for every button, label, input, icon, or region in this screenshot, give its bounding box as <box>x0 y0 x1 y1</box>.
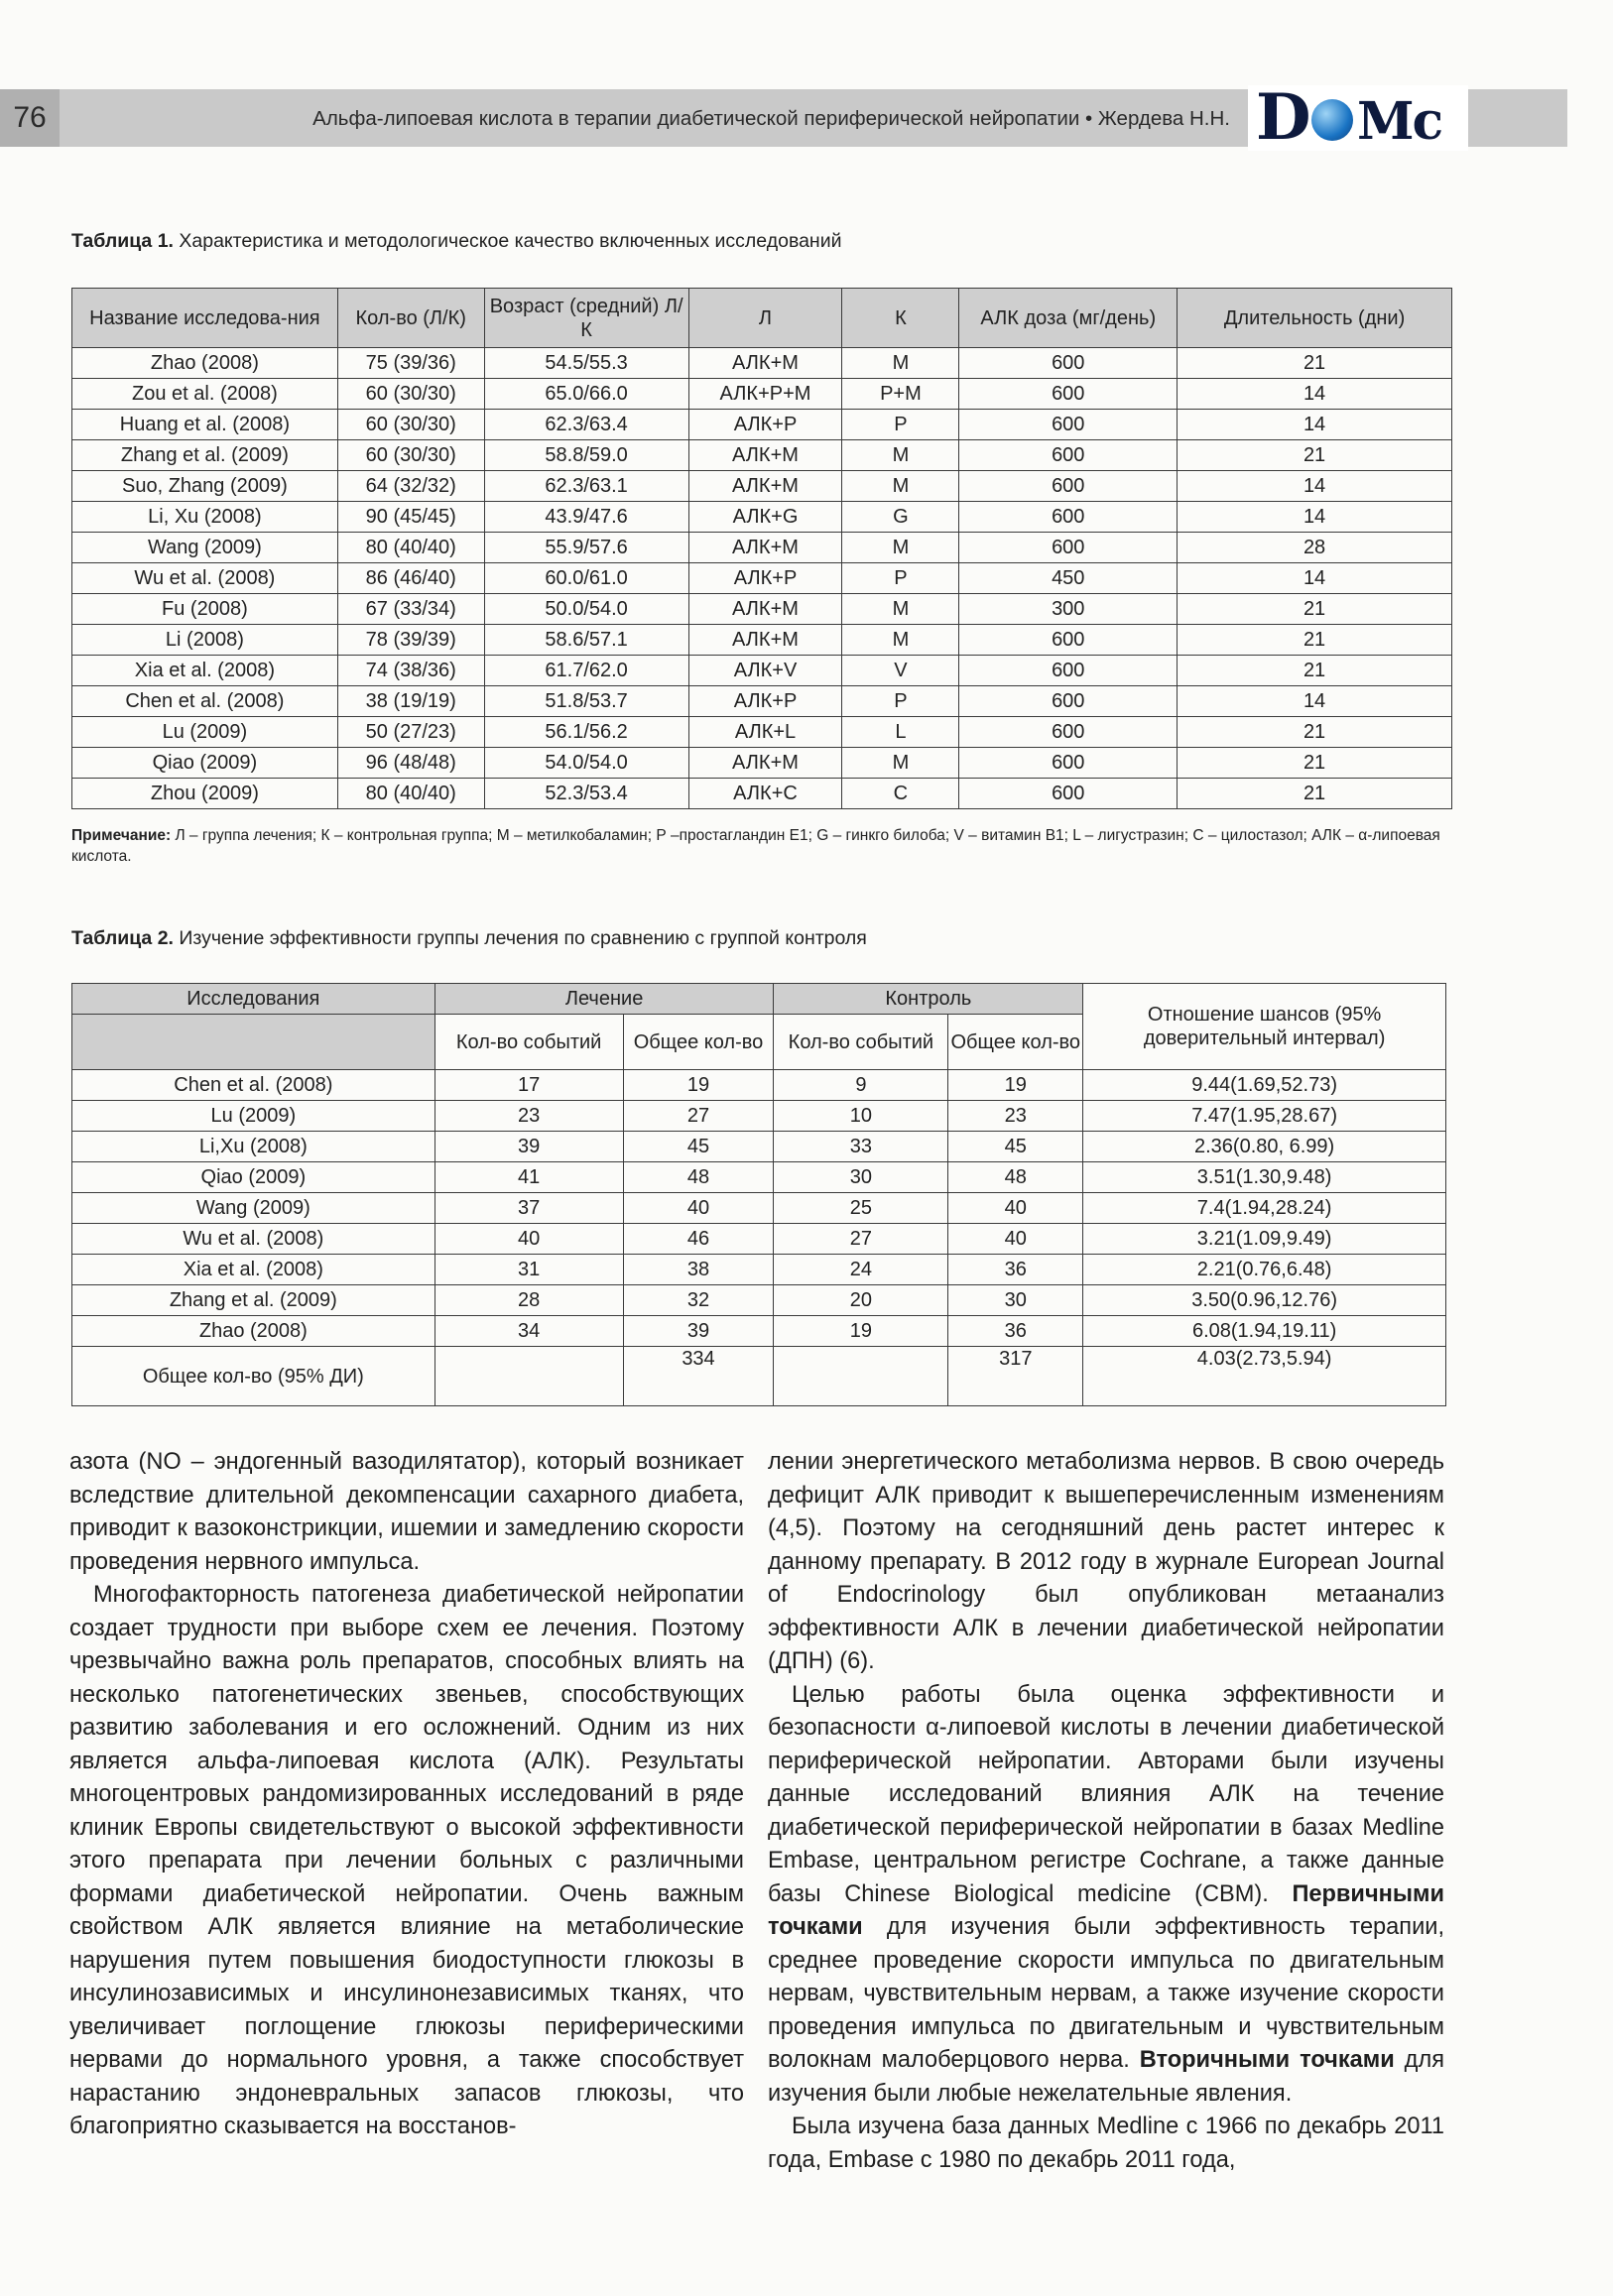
table-cell: Zhang et al. (2009) <box>72 1285 435 1316</box>
table1-header-row <box>72 289 1452 348</box>
table1-header-cell: Длительность (дни) <box>1178 289 1452 348</box>
table-cell: L <box>842 717 959 748</box>
table2-header-studies: Исследования <box>72 984 435 1015</box>
table-cell: 80 (40/40) <box>337 533 484 563</box>
table-cell: АЛК+М <box>688 594 842 625</box>
table-cell: М <box>842 348 959 379</box>
table-cell: 600 <box>959 379 1178 410</box>
table-cell: 21 <box>1178 656 1452 686</box>
table-cell: 61.7/62.0 <box>484 656 688 686</box>
table-cell: 36 <box>948 1255 1083 1285</box>
table2-total-treatment: 334 <box>623 1347 774 1406</box>
table1-row <box>72 502 1452 533</box>
table-cell: Wang (2009) <box>72 533 338 563</box>
table-cell: АЛК+М <box>688 440 842 471</box>
table1-caption-label: Таблица 1. <box>71 230 174 252</box>
table-cell: 50 (27/23) <box>337 717 484 748</box>
table-cell: 600 <box>959 440 1178 471</box>
table-cell: Lu (2009) <box>72 1101 435 1132</box>
table-cell: Wang (2009) <box>72 1193 435 1224</box>
table-cell: 19 <box>948 1070 1083 1101</box>
table-cell: Р <box>842 686 959 717</box>
table-cell: 38 (19/19) <box>337 686 484 717</box>
table-cell: 60 (30/30) <box>337 440 484 471</box>
table1-row <box>72 440 1452 471</box>
table-cell: Qiao (2009) <box>72 748 338 779</box>
right-paragraph <box>768 1679 1444 2112</box>
table-cell: 58.8/59.0 <box>484 440 688 471</box>
table1-row <box>72 533 1452 563</box>
table-cell: 39 <box>623 1316 774 1347</box>
table1-row <box>72 779 1452 809</box>
table-cell: 600 <box>959 502 1178 533</box>
table-cell: Zhao (2008) <box>72 1316 435 1347</box>
table2-row <box>72 1316 1446 1347</box>
table-cell: Xia et al. (2008) <box>72 656 338 686</box>
journal-logo <box>1248 80 1468 155</box>
table-cell: 600 <box>959 625 1178 656</box>
table-cell: Wu et al. (2008) <box>72 1224 435 1255</box>
table2-header-control: Контроль <box>774 984 1083 1015</box>
table2-caption <box>71 927 867 950</box>
table-cell: 54.5/55.3 <box>484 348 688 379</box>
table2-row <box>72 1132 1446 1162</box>
table-cell: 10 <box>774 1101 948 1132</box>
table-cell: Zhou (2009) <box>72 779 338 809</box>
table-cell: М <box>842 625 959 656</box>
table2-row <box>72 1193 1446 1224</box>
table-cell: Li (2008) <box>72 625 338 656</box>
globe-icon <box>1311 99 1353 141</box>
table-cell: М <box>842 594 959 625</box>
table-cell: 56.1/56.2 <box>484 717 688 748</box>
table-cell: 96 (48/48) <box>337 748 484 779</box>
table-cell: 300 <box>959 594 1178 625</box>
table-cell: 37 <box>434 1193 623 1224</box>
table-cell: М <box>842 471 959 502</box>
table-cell: 78 (39/39) <box>337 625 484 656</box>
table-cell: 450 <box>959 563 1178 594</box>
table1-row <box>72 379 1452 410</box>
table-cell: Р <box>842 410 959 440</box>
table-cell: 7.4(1.94,28.24) <box>1083 1193 1446 1224</box>
table-cell: 39 <box>434 1132 623 1162</box>
table-cell: 25 <box>774 1193 948 1224</box>
table1-row <box>72 594 1452 625</box>
table-cell: 40 <box>434 1224 623 1255</box>
table-cell: М <box>842 748 959 779</box>
table-cell: Li,Xu (2008) <box>72 1132 435 1162</box>
table-cell: 3.50(0.96,12.76) <box>1083 1285 1446 1316</box>
table-cell: 40 <box>948 1224 1083 1255</box>
table-cell: АЛК+М <box>688 533 842 563</box>
table-cell: 600 <box>959 686 1178 717</box>
table-cell: 14 <box>1178 502 1452 533</box>
table-cell: Suo, Zhang (2009) <box>72 471 338 502</box>
table-cell: 600 <box>959 471 1178 502</box>
table-cell: Chen et al. (2008) <box>72 686 338 717</box>
table-cell: 600 <box>959 348 1178 379</box>
table2-row <box>72 1255 1446 1285</box>
table-cell: 19 <box>623 1070 774 1101</box>
table-cell: 19 <box>774 1316 948 1347</box>
table-cell: 51.8/53.7 <box>484 686 688 717</box>
table1-header-cell: Кол-во (Л/К) <box>337 289 484 348</box>
table-cell: АЛК+Р <box>688 410 842 440</box>
table-cell: 60 (30/30) <box>337 379 484 410</box>
table1-header-cell: Л <box>688 289 842 348</box>
table1-row <box>72 656 1452 686</box>
table-cell: 60 (30/30) <box>337 410 484 440</box>
table-cell: 23 <box>948 1101 1083 1132</box>
table2-total-row <box>72 1347 1446 1406</box>
table2-subheader-empty <box>72 1015 435 1070</box>
table-cell: 65.0/66.0 <box>484 379 688 410</box>
table-cell: 600 <box>959 410 1178 440</box>
table-cell: Zhang et al. (2009) <box>72 440 338 471</box>
table-cell: 21 <box>1178 625 1452 656</box>
table-cell: 52.3/53.4 <box>484 779 688 809</box>
right-paragraph: Была изучена база данных Medline с 1966 по декабрь 2011 года, Embase с 1980 по декабрь 2011 года, <box>768 2114 1444 2173</box>
table-cell: АЛК+М <box>688 748 842 779</box>
primary-endpoints-label: Первичными точками <box>768 1880 1444 1940</box>
table-cell: 27 <box>774 1224 948 1255</box>
table-cell: Li, Xu (2008) <box>72 502 338 533</box>
table-cell: 9 <box>774 1070 948 1101</box>
table-cell: 30 <box>774 1162 948 1193</box>
table-cell: 2.36(0.80, 6.99) <box>1083 1132 1446 1162</box>
table-cell: АЛК+Р <box>688 686 842 717</box>
table-cell: 21 <box>1178 748 1452 779</box>
table-cell: 62.3/63.4 <box>484 410 688 440</box>
page-number: 76 <box>0 89 60 147</box>
table-cell: АЛК+М <box>688 471 842 502</box>
table-cell: 14 <box>1178 379 1452 410</box>
table-cell: 36 <box>948 1316 1083 1347</box>
table-cell: 41 <box>434 1162 623 1193</box>
table1-caption <box>71 230 842 253</box>
left-paragraph: Многофакторность патогенеза диабетической нейропатии создает трудности при выборе схем ее лечения. Поэтому чрезвычайно важна роль препаратов, способных влиять на несколько патогенетических звеньев, способствующих развитию заболевания и его осложнений. Одним из них является альфа-липоевая кислота (АЛК). Результаты многоцентровых рандомизированных исследований в ряде клиник Европы свидетельствуют о высокой эффективности этого препарата при лечении больных с различными формами диабетической нейропатии. Очень важным свойством АЛК является влияние на метаболические нарушения путем повышения биодоступности глюкозы в инсулинозависимых и инсулинонезависимых тканях, что увеличивает поглощение глюкозы периферическими нервами до нормального уровня, а также способствует нарастанию эндоневральных запасов глюкозы, что благоприятно сказывается на восстанов- <box>69 1582 744 2139</box>
table-cell: Wu et al. (2008) <box>72 563 338 594</box>
logo-letter: D <box>1256 80 1311 155</box>
table-cell: 23 <box>434 1101 623 1132</box>
table-cell: 600 <box>959 533 1178 563</box>
right-column <box>768 1446 1444 2177</box>
table-cell: 27 <box>623 1101 774 1132</box>
table-cell: 21 <box>1178 440 1452 471</box>
table1-row <box>72 471 1452 502</box>
table-cell: 90 (45/45) <box>337 502 484 533</box>
table-cell: 46 <box>623 1224 774 1255</box>
table2-row <box>72 1162 1446 1193</box>
table2-total-empty <box>434 1347 623 1406</box>
table-cell: 600 <box>959 748 1178 779</box>
table-cell: 600 <box>959 717 1178 748</box>
table-cell: Р+М <box>842 379 959 410</box>
table-cell: АЛК+Р+М <box>688 379 842 410</box>
table-cell: 31 <box>434 1255 623 1285</box>
table-cell: 60.0/61.0 <box>484 563 688 594</box>
table-cell: 62.3/63.1 <box>484 471 688 502</box>
left-column <box>69 1446 744 2144</box>
table-cell: Chen et al. (2008) <box>72 1070 435 1101</box>
table1-row <box>72 348 1452 379</box>
table-cell: 2.21(0.76,6.48) <box>1083 1255 1446 1285</box>
table2-subheader-total: Общее кол-во <box>623 1015 774 1070</box>
table1-row <box>72 563 1452 594</box>
table-cell: 80 (40/40) <box>337 779 484 809</box>
table-cell: 14 <box>1178 686 1452 717</box>
table-cell: 24 <box>774 1255 948 1285</box>
table-cell: 74 (38/36) <box>337 656 484 686</box>
secondary-endpoints-label: Вторичными точками <box>1139 2047 1395 2073</box>
table-cell: 45 <box>623 1132 774 1162</box>
table-cell: АЛК+V <box>688 656 842 686</box>
table1-row <box>72 410 1452 440</box>
table-cell: 14 <box>1178 410 1452 440</box>
table2-row <box>72 1070 1446 1101</box>
table-cell: Xia et al. (2008) <box>72 1255 435 1285</box>
table-cell: Zhao (2008) <box>72 348 338 379</box>
table-cell: 34 <box>434 1316 623 1347</box>
table-cell: 7.47(1.95,28.67) <box>1083 1101 1446 1132</box>
table-cell: 45 <box>948 1132 1083 1162</box>
table1-header-cell: Возраст (средний) Л/К <box>484 289 688 348</box>
table-cell: Lu (2009) <box>72 717 338 748</box>
table-cell: АЛК+G <box>688 502 842 533</box>
table1-header-cell: АЛК доза (мг/день) <box>959 289 1178 348</box>
running-head: Альфа-липоевая кислота в терапии диабетической периферической нейропатии • Жердева Н.Н. <box>312 107 1230 130</box>
table1-note-text: Л – группа лечения; К – контрольная группа; М – метилкобаламин; Р –простагландин Е1; G – гинкго билоба; V – витамин В1; L – лигустразин; С – цилостазол; АЛК – α-липоевая кислота. <box>71 827 1440 865</box>
table2-total-empty <box>774 1347 948 1406</box>
table-cell: АЛК+L <box>688 717 842 748</box>
table-cell: 33 <box>774 1132 948 1162</box>
right-paragraph-text: для изучения были эффективность терапии, среднее проведение скорости импульса по двигательным нервам, чувствительным нервам, а также изучение скорости проведения импульса по двигательным и чувствительным волокнам малоберцового нерва. <box>768 1914 1444 2073</box>
table1-row <box>72 686 1452 717</box>
table-cell: АЛК+М <box>688 348 842 379</box>
table-cell: С <box>842 779 959 809</box>
table-cell: 64 (32/32) <box>337 471 484 502</box>
table2-total-odds-ratio: 4.03(2.73,5.94) <box>1083 1347 1446 1406</box>
table2-subheader-events: Кол-во событий <box>774 1015 948 1070</box>
table-cell: Fu (2008) <box>72 594 338 625</box>
table-cell: 6.08(1.94,19.11) <box>1083 1316 1446 1347</box>
table-cell: 21 <box>1178 717 1452 748</box>
table-cell: 9.44(1.69,52.73) <box>1083 1070 1446 1101</box>
table-cell: 30 <box>948 1285 1083 1316</box>
right-paragraph: лении энергетического метаболизма нервов. В свою очередь дефицит АЛК приводит к вышеперечисленным изменениям (4,5). Поэтому на сегодняшний день растет интерес к данному препарату. В 2012 году в журнале European Journal of Endocrinology был опубликован метаанализ эффективности АЛК в лечении диабетической нейропатии (ДПН) (6). <box>768 1449 1444 1674</box>
table2-row <box>72 1285 1446 1316</box>
table1-note <box>71 825 1452 867</box>
table-cell: 21 <box>1178 348 1452 379</box>
table1-note-label: Примечание: <box>71 827 172 844</box>
table2-row <box>72 1101 1446 1132</box>
table-cell: 32 <box>623 1285 774 1316</box>
table-cell: 40 <box>948 1193 1083 1224</box>
table1-header-cell: Название исследова-ния <box>72 289 338 348</box>
table-cell: 600 <box>959 779 1178 809</box>
table-cell: Huang et al. (2008) <box>72 410 338 440</box>
table-cell: 14 <box>1178 471 1452 502</box>
table1-caption-text: Характеристика и методологическое качество включенных исследований <box>173 230 842 252</box>
table2-caption-text: Изучение эффективности группы лечения по сравнению с группой контроля <box>173 927 867 949</box>
table-cell: G <box>842 502 959 533</box>
table-cell: 86 (46/40) <box>337 563 484 594</box>
table2-subheader-events: Кол-во событий <box>434 1015 623 1070</box>
table-cell: М <box>842 533 959 563</box>
table-cell: АЛК+Р <box>688 563 842 594</box>
table-cell: 600 <box>959 656 1178 686</box>
table-cell: 54.0/54.0 <box>484 748 688 779</box>
table-cell: 40 <box>623 1193 774 1224</box>
table-cell: 43.9/47.6 <box>484 502 688 533</box>
table2-header-treatment: Лечение <box>434 984 774 1015</box>
right-paragraph-text: для изучения были любые нежелательные явления. <box>768 2047 1444 2107</box>
table-cell: 21 <box>1178 594 1452 625</box>
table2-header-odds-ratio: Отношение шансов (95% доверительный интервал) <box>1083 984 1446 1070</box>
table-cell: 14 <box>1178 563 1452 594</box>
table-cell: 67 (33/34) <box>337 594 484 625</box>
table1-row <box>72 625 1452 656</box>
table2-total-control: 317 <box>948 1347 1083 1406</box>
table1-row <box>72 748 1452 779</box>
table2-total-label: Общее кол-во (95% ДИ) <box>72 1347 435 1406</box>
table-cell: 55.9/57.6 <box>484 533 688 563</box>
table1-row <box>72 717 1452 748</box>
table-cell: V <box>842 656 959 686</box>
table-cell: 48 <box>623 1162 774 1193</box>
table-cell: 3.51(1.30,9.48) <box>1083 1162 1446 1193</box>
table-cell: АЛК+С <box>688 779 842 809</box>
table-cell: Р <box>842 563 959 594</box>
table2 <box>71 983 1446 1406</box>
logo-rest: Мс <box>1357 91 1442 152</box>
table-cell: Zou et al. (2008) <box>72 379 338 410</box>
table-cell: 58.6/57.1 <box>484 625 688 656</box>
table-cell: Qiao (2009) <box>72 1162 435 1193</box>
left-paragraph: азота (NO – эндогенный вазодилятатор), который возникает вследствие длительной декомпенсации сахарного диабета, приводит к вазоконстрикции, ишемии и замедлению скорости проведения нервного импульса. <box>69 1449 744 1575</box>
table2-header-row <box>72 984 1446 1015</box>
table-cell: М <box>842 440 959 471</box>
table-cell: 21 <box>1178 779 1452 809</box>
table-cell: 48 <box>948 1162 1083 1193</box>
right-paragraph-text: Целью работы была оценка эффективности и безопасности α-липоевой кислоты в лечении диабетической периферической нейропатии. Авторами были изучены данные исследований влияния АЛК на течение диабетической периферической нейропатии в базах Medline Embase, центральном регистре Cochrane, а также данные базы Chinese Biological medicine (CBM). <box>768 1681 1444 1907</box>
table-cell: 50.0/54.0 <box>484 594 688 625</box>
table-cell: 75 (39/36) <box>337 348 484 379</box>
table-cell: 3.21(1.09,9.49) <box>1083 1224 1446 1255</box>
table-cell: 28 <box>434 1285 623 1316</box>
table2-row <box>72 1224 1446 1255</box>
table-cell: 20 <box>774 1285 948 1316</box>
table1 <box>71 288 1452 809</box>
table-cell: 38 <box>623 1255 774 1285</box>
table-cell: АЛК+М <box>688 625 842 656</box>
table-cell: 28 <box>1178 533 1452 563</box>
table-cell: 17 <box>434 1070 623 1101</box>
table2-caption-label: Таблица 2. <box>71 927 174 949</box>
table2-subheader-total: Общее кол-во <box>948 1015 1083 1070</box>
table1-header-cell: К <box>842 289 959 348</box>
